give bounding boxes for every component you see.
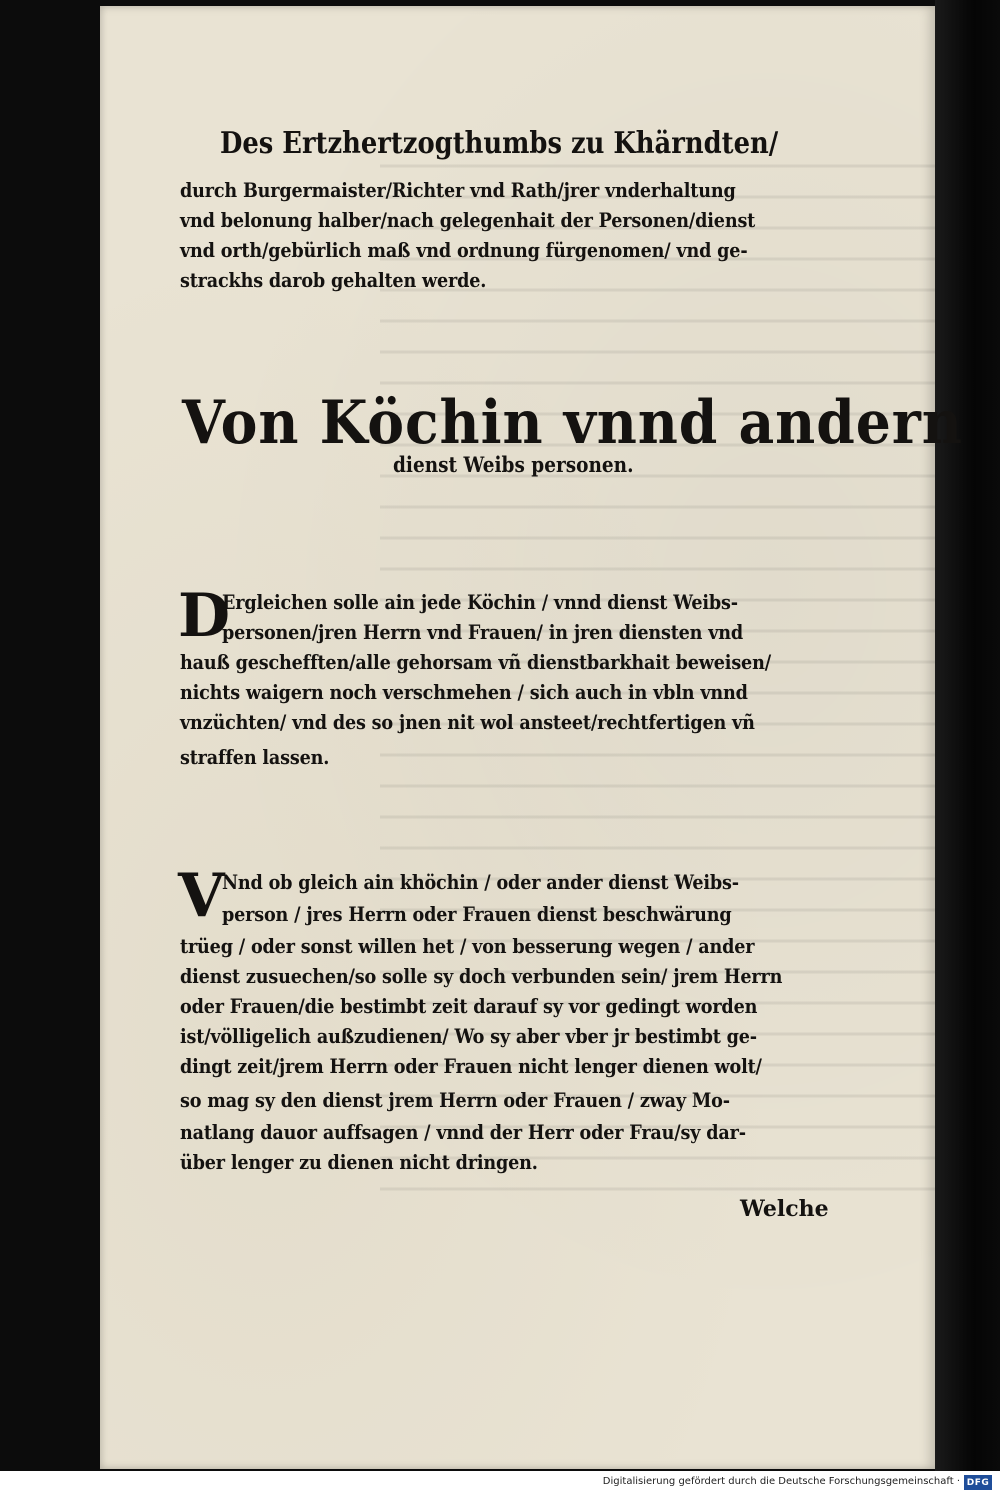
drop-cap-initial: D [178,581,231,651]
intro-line: vnd belonung halber/nach gelegenhait der Personen/dienst [180,208,756,232]
paragraph-line: ist/völligelich außzudienen/ Wo sy aber vber jr bestimbt ge- [180,1024,757,1048]
section-heading: Von Köchin vnnd andern [182,388,963,458]
paragraph-line: Ergleichen solle ain jede Köchin / vnnd dienst Weibs- [222,590,738,614]
page-edge [935,0,1000,1471]
running-head: Des Ertzhertzogthumbs zu Khärndten/ [220,126,779,161]
dfg-logo-icon[interactable]: DFG [964,1475,992,1490]
paragraph-line: nichts waigern noch verschmehen / sich auch in vbln vnnd [180,680,748,704]
paragraph-line: dienst zusuechen/so solle sy doch verbunden sein/ jrem Herrn [180,964,783,988]
footer-credit: Digitalisierung gefördert durch die Deutsche Forschungsgemeinschaft · [602,1476,960,1487]
paragraph-line: vnzüchten/ vnd des so jnen nit wol ansteet/rechtfertigen vñ [180,710,755,734]
paragraph-line: hauß geschefften/alle gehorsam vñ dienstbarkhait beweisen/ [180,650,771,674]
paragraph-line: straffen lassen. [180,745,330,769]
paragraph-line: so mag sy den dienst jrem Herrn oder Frauen / zway Mo- [180,1088,730,1112]
paragraph-line: natlang dauor auffsagen / vnnd der Herr oder Frau/sy dar- [180,1120,746,1144]
section-subheading: dienst Weibs personen. [393,452,634,477]
paragraph-line: person / jres Herrn oder Frauen dienst beschwärung [222,902,732,926]
intro-line: strackhs darob gehalten werde. [180,268,487,292]
paragraph-line: trüeg / oder sonst willen het / von besserung wegen / ander [180,934,755,958]
paragraph-line: über lenger zu dienen nicht dringen. [180,1150,538,1174]
paragraph-line: Nnd ob gleich ain khöchin / oder ander dienst Weibs- [222,870,739,894]
drop-cap-initial: V [178,861,225,931]
footer-bar [0,1471,1000,1495]
catchword: Welche [740,1196,829,1222]
intro-line: vnd orth/gebürlich maß vnd ordnung fürgenomen/ vnd ge- [180,238,748,262]
paragraph-line: dingt zeit/jrem Herrn oder Frauen nicht lenger dienen wolt/ [180,1054,762,1078]
paragraph-line: personen/jren Herrn vnd Frauen/ in jren diensten vnd [222,620,744,644]
paragraph-line: oder Frauen/die bestimbt zeit darauf sy vor gedingt worden [180,994,758,1018]
intro-line: durch Burgermaister/Richter vnd Rath/jrer vnderhaltung [180,178,736,202]
